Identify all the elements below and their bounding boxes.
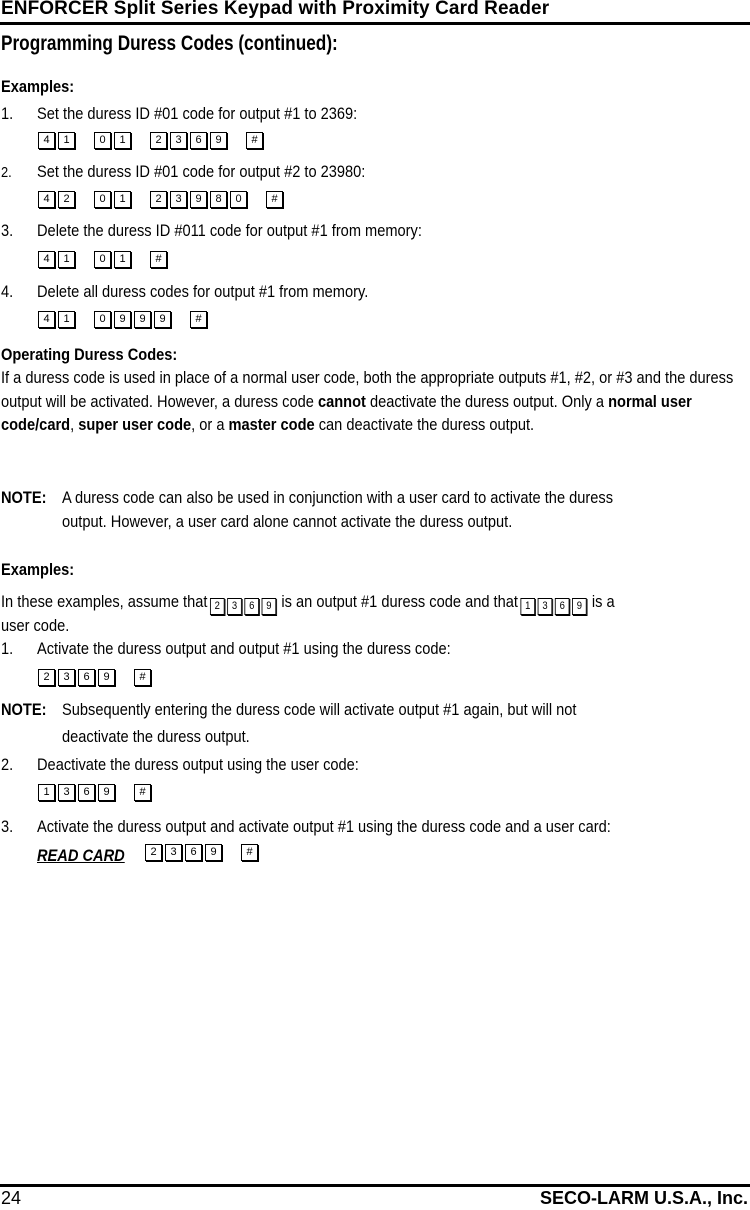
keypad-key-0: 0 <box>94 191 111 208</box>
key-group <box>94 191 134 208</box>
item-text: Delete the duress ID #011 code for output #1 from memory: <box>37 221 422 240</box>
read-card-label: READ CARD <box>37 846 125 865</box>
keypad-key-9: 9 <box>98 669 115 686</box>
key-group <box>94 251 134 268</box>
keypad-sequence <box>38 191 286 208</box>
section-title: Programming Duress Codes (continued): <box>1 32 338 55</box>
examples-intro: In these examples, assume that 2 3 6 9 is an output #1 duress code and that 1 3 6 9 is a <box>1 591 615 615</box>
key-group <box>38 311 78 328</box>
keypad-key-2: 2 <box>145 844 162 861</box>
keypad-sequence <box>38 132 266 149</box>
keypad-key-6: 6 <box>185 844 202 861</box>
key-group <box>150 132 230 149</box>
keypad-key-4: 4 <box>38 191 55 208</box>
keypad-key-1: 1 <box>114 251 131 268</box>
item-number: 3. <box>1 221 14 240</box>
note-label: NOTE: <box>1 700 47 719</box>
note-label: NOTE: <box>1 488 47 507</box>
user-code-keys <box>520 598 589 615</box>
keypad-key-2: 2 <box>38 669 55 686</box>
keypad-key-hash: # <box>241 844 258 861</box>
keypad-key-3: 3 <box>170 132 187 149</box>
key-group <box>190 311 210 328</box>
keypad-key-0: 0 <box>94 251 111 268</box>
keypad-key-1: 1 <box>114 191 131 208</box>
keypad-key-4: 4 <box>38 251 55 268</box>
item-number: 1. <box>1 104 14 123</box>
keypad-key-1: 1 <box>58 251 75 268</box>
keypad-key-9: 9 <box>98 784 115 801</box>
keypad-key-hash: # <box>190 311 207 328</box>
duress-code-keys <box>210 598 279 615</box>
keypad-key-2: 2 <box>210 598 225 615</box>
keypad-key-0: 0 <box>230 191 247 208</box>
keypad-key-1: 1 <box>520 598 535 615</box>
key-group <box>150 251 170 268</box>
keypad-key-hash: # <box>134 669 151 686</box>
keypad-sequence <box>38 669 154 686</box>
keypad-key-1: 1 <box>38 784 55 801</box>
examples-intro-cont: user code. <box>1 616 70 635</box>
item-text: Set the duress ID #01 code for output #2 to 23980: <box>37 162 366 181</box>
key-group <box>38 191 78 208</box>
keypad-key-3: 3 <box>538 598 553 615</box>
item-text: Deactivate the duress output using the user code: <box>37 755 359 774</box>
keypad-key-1: 1 <box>114 132 131 149</box>
footer-company: SECO-LARM U.S.A., Inc. <box>539 1188 748 1208</box>
keypad-key-9: 9 <box>210 132 227 149</box>
keypad-key-hash: # <box>134 784 151 801</box>
examples-heading: Examples: <box>1 77 75 96</box>
keypad-key-0: 0 <box>94 132 111 149</box>
item-number: 2. <box>1 164 12 181</box>
keypad-key-hash: # <box>150 251 167 268</box>
key-group <box>134 784 154 801</box>
key-group <box>94 311 174 328</box>
keypad-key-2: 2 <box>150 132 167 149</box>
key-group <box>145 844 225 861</box>
keypad-key-8: 8 <box>210 191 227 208</box>
keypad-key-6: 6 <box>78 669 95 686</box>
keypad-sequence <box>145 844 261 861</box>
page-number: 24 <box>1 1188 22 1208</box>
key-group <box>38 669 118 686</box>
keypad-key-1: 1 <box>58 311 75 328</box>
keypad-key-hash: # <box>246 132 263 149</box>
footer-rule <box>0 1184 750 1187</box>
keypad-key-2: 2 <box>58 191 75 208</box>
keypad-key-9: 9 <box>205 844 222 861</box>
key-group <box>134 669 154 686</box>
keypad-sequence <box>38 311 210 328</box>
key-group <box>94 132 134 149</box>
note-line: A duress code can also be used in conjunction with a user card to activate the duress <box>62 488 614 507</box>
keypad-key-9: 9 <box>154 311 171 328</box>
keypad-key-3: 3 <box>227 598 242 615</box>
keypad-key-hash: # <box>266 191 283 208</box>
keypad-key-2: 2 <box>150 191 167 208</box>
item-number: 1. <box>1 639 14 658</box>
header-title: ENFORCER Split Series Keypad with Proximity Card Reader <box>1 0 550 19</box>
key-group <box>241 844 261 861</box>
key-group <box>38 132 78 149</box>
keypad-key-6: 6 <box>244 598 259 615</box>
keypad-key-9: 9 <box>114 311 131 328</box>
examples-heading: Examples: <box>1 560 75 579</box>
keypad-sequence <box>38 251 170 268</box>
key-group <box>150 191 250 208</box>
keypad-key-6: 6 <box>555 598 570 615</box>
keypad-key-9: 9 <box>134 311 151 328</box>
item-number: 3. <box>1 817 14 836</box>
operating-paragraph: If a duress code is used in place of a normal user code, both the appropriate outputs #1, #2, or #3 and the duress output will be activated. However, a duress code cannot deactivate the duress output. Only a normal user code/card, super user code, or a master code can deactivate the duress output. <box>1 368 734 434</box>
item-text: Activate the duress output and output #1 using the duress code: <box>37 639 451 658</box>
keypad-sequence <box>38 784 154 801</box>
keypad-key-3: 3 <box>165 844 182 861</box>
keypad-key-1: 1 <box>58 132 75 149</box>
keypad-key-9: 9 <box>190 191 207 208</box>
item-text: Set the duress ID #01 code for output #1 to 2369: <box>37 104 358 123</box>
keypad-key-6: 6 <box>190 132 207 149</box>
item-text: Activate the duress output and activate output #1 using the duress code and a user card: <box>37 817 611 836</box>
note-line: deactivate the duress output. <box>62 727 250 746</box>
note-line: output. However, a user card alone cannot activate the duress output. <box>62 512 513 531</box>
keypad-key-6: 6 <box>78 784 95 801</box>
keypad-key-9: 9 <box>262 598 277 615</box>
keypad-key-0: 0 <box>94 311 111 328</box>
keypad-key-9: 9 <box>572 598 587 615</box>
keypad-key-3: 3 <box>58 784 75 801</box>
keypad-key-3: 3 <box>170 191 187 208</box>
keypad-key-4: 4 <box>38 311 55 328</box>
header-rule <box>0 22 750 25</box>
key-group <box>38 784 118 801</box>
key-group <box>246 132 266 149</box>
item-number: 4. <box>1 282 14 301</box>
item-number: 2. <box>1 755 14 774</box>
key-group <box>266 191 286 208</box>
keypad-key-4: 4 <box>38 132 55 149</box>
item-text: Delete all duress codes for output #1 from memory. <box>37 282 369 301</box>
operating-heading: Operating Duress Codes: <box>1 345 178 364</box>
note-line: Subsequently entering the duress code will activate output #1 again, but will not <box>62 700 577 719</box>
key-group <box>38 251 78 268</box>
keypad-key-3: 3 <box>58 669 75 686</box>
